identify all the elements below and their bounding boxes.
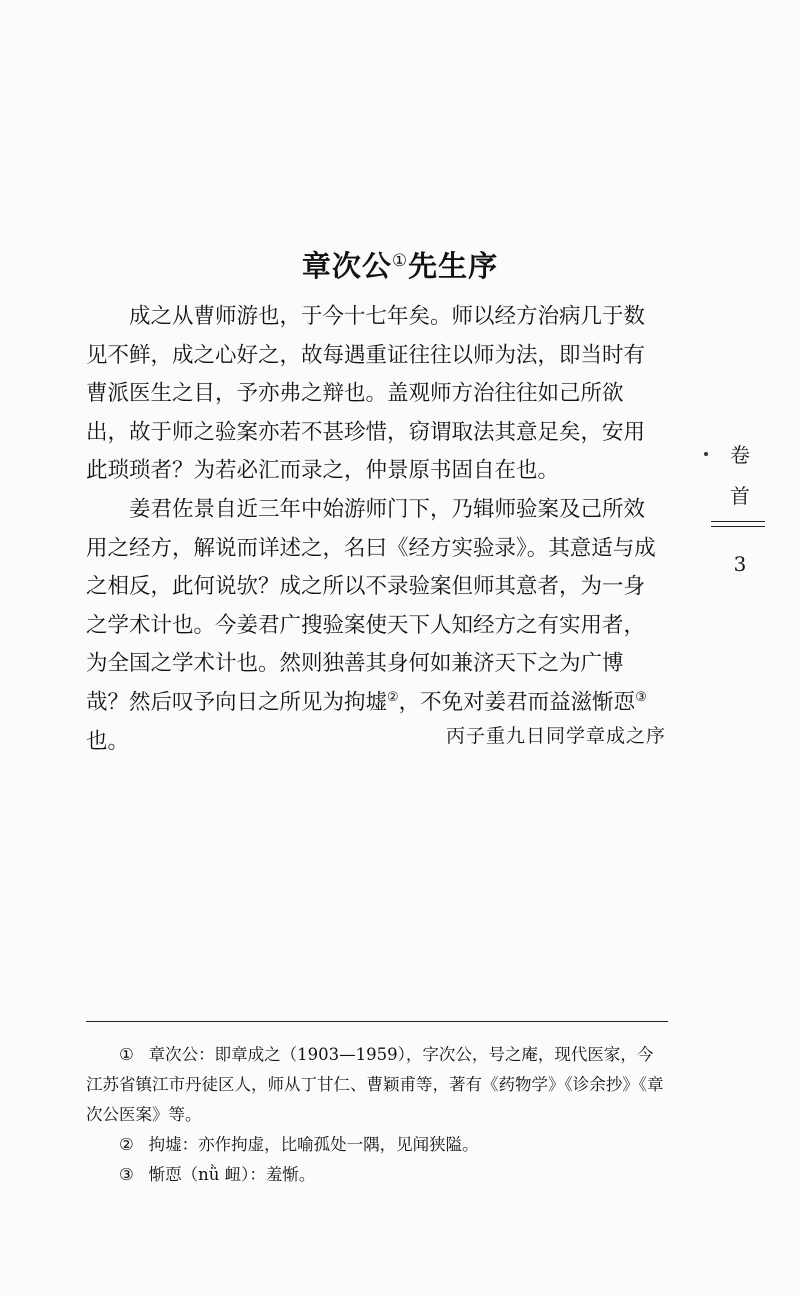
footnote-1-text: 章次公：即章成之（1903—1959），字次公，号之庵，现代医家，今江苏省镇江市丹徒区人，师从丁甘仁、曹颖甫等，著有《药物学》《诊余抄》《章次公医案》等。 [86,1045,664,1124]
footnote-divider [86,1021,668,1022]
section-double-rule [711,521,765,527]
paragraph-1-text: 成之从曹师游也，于今十七年矣。师以经方治病几于数见不鲜，成之心好之，故每遇重证往往以师为法，即当时有曹派医生之目，予亦弗之辩也。盖观师方治往往如己所欲出，故于师之验案亦若不甚珍惜，窃谓取法其意足矣，安用此琐琐者？为若必汇而录之，仲景原书固自在也。 [86,304,646,484]
footnote-3 [86,1160,668,1190]
page-title [0,244,800,285]
footnote-2-text: 拘墟：亦作拘虚，比喻孤处一隅，见闻狭隘。 [148,1135,479,1154]
page-title-text: 章次公 [301,249,392,283]
footnote-1 [86,1040,668,1130]
body-text [86,298,666,761]
page-title-suffix: 先生序 [408,249,499,283]
paragraph-2-text-b: ，不免对姜君而益滋惭恧 [398,689,636,715]
footnote-3-mark: ③ [119,1165,134,1184]
footnotes [86,1040,668,1190]
footnote-ref-2[interactable]: ② [387,689,399,705]
footnote-ref-3[interactable]: ③ [635,689,647,705]
paragraph-2-text-a: 姜君佐景自近三年中始游师门下，乃辑师验案及己所效用之经方，解说而详述之，名曰《经方实验录》。其意适与成之相反，此何说欤？成之所以不录验案但师其意者，为一身之学术计也。今姜君广搜验案使天下人知经方之有实用者，为全国之学术计也。然则独善其身何如兼济天下之为广博哉？然后叹予向日之所见为拘墟 [86,496,656,715]
footnote-3-text: 惭恧（nǜ 衄）：羞惭。 [148,1165,316,1184]
footnote-1-mark: ① [119,1045,134,1064]
footnote-ref-1[interactable]: ① [391,251,409,271]
signature: 丙子重九日同学章成之序 [445,725,666,747]
footnote-2 [86,1130,668,1160]
page-number: 3 [733,552,747,576]
paragraph-1 [86,298,666,491]
section-label-char-2: 首 [730,484,750,508]
footnote-2-mark: ② [119,1135,134,1154]
section-label-char-1: 卷 [730,443,750,467]
paragraph-2-text-c: 也。 [86,728,130,754]
